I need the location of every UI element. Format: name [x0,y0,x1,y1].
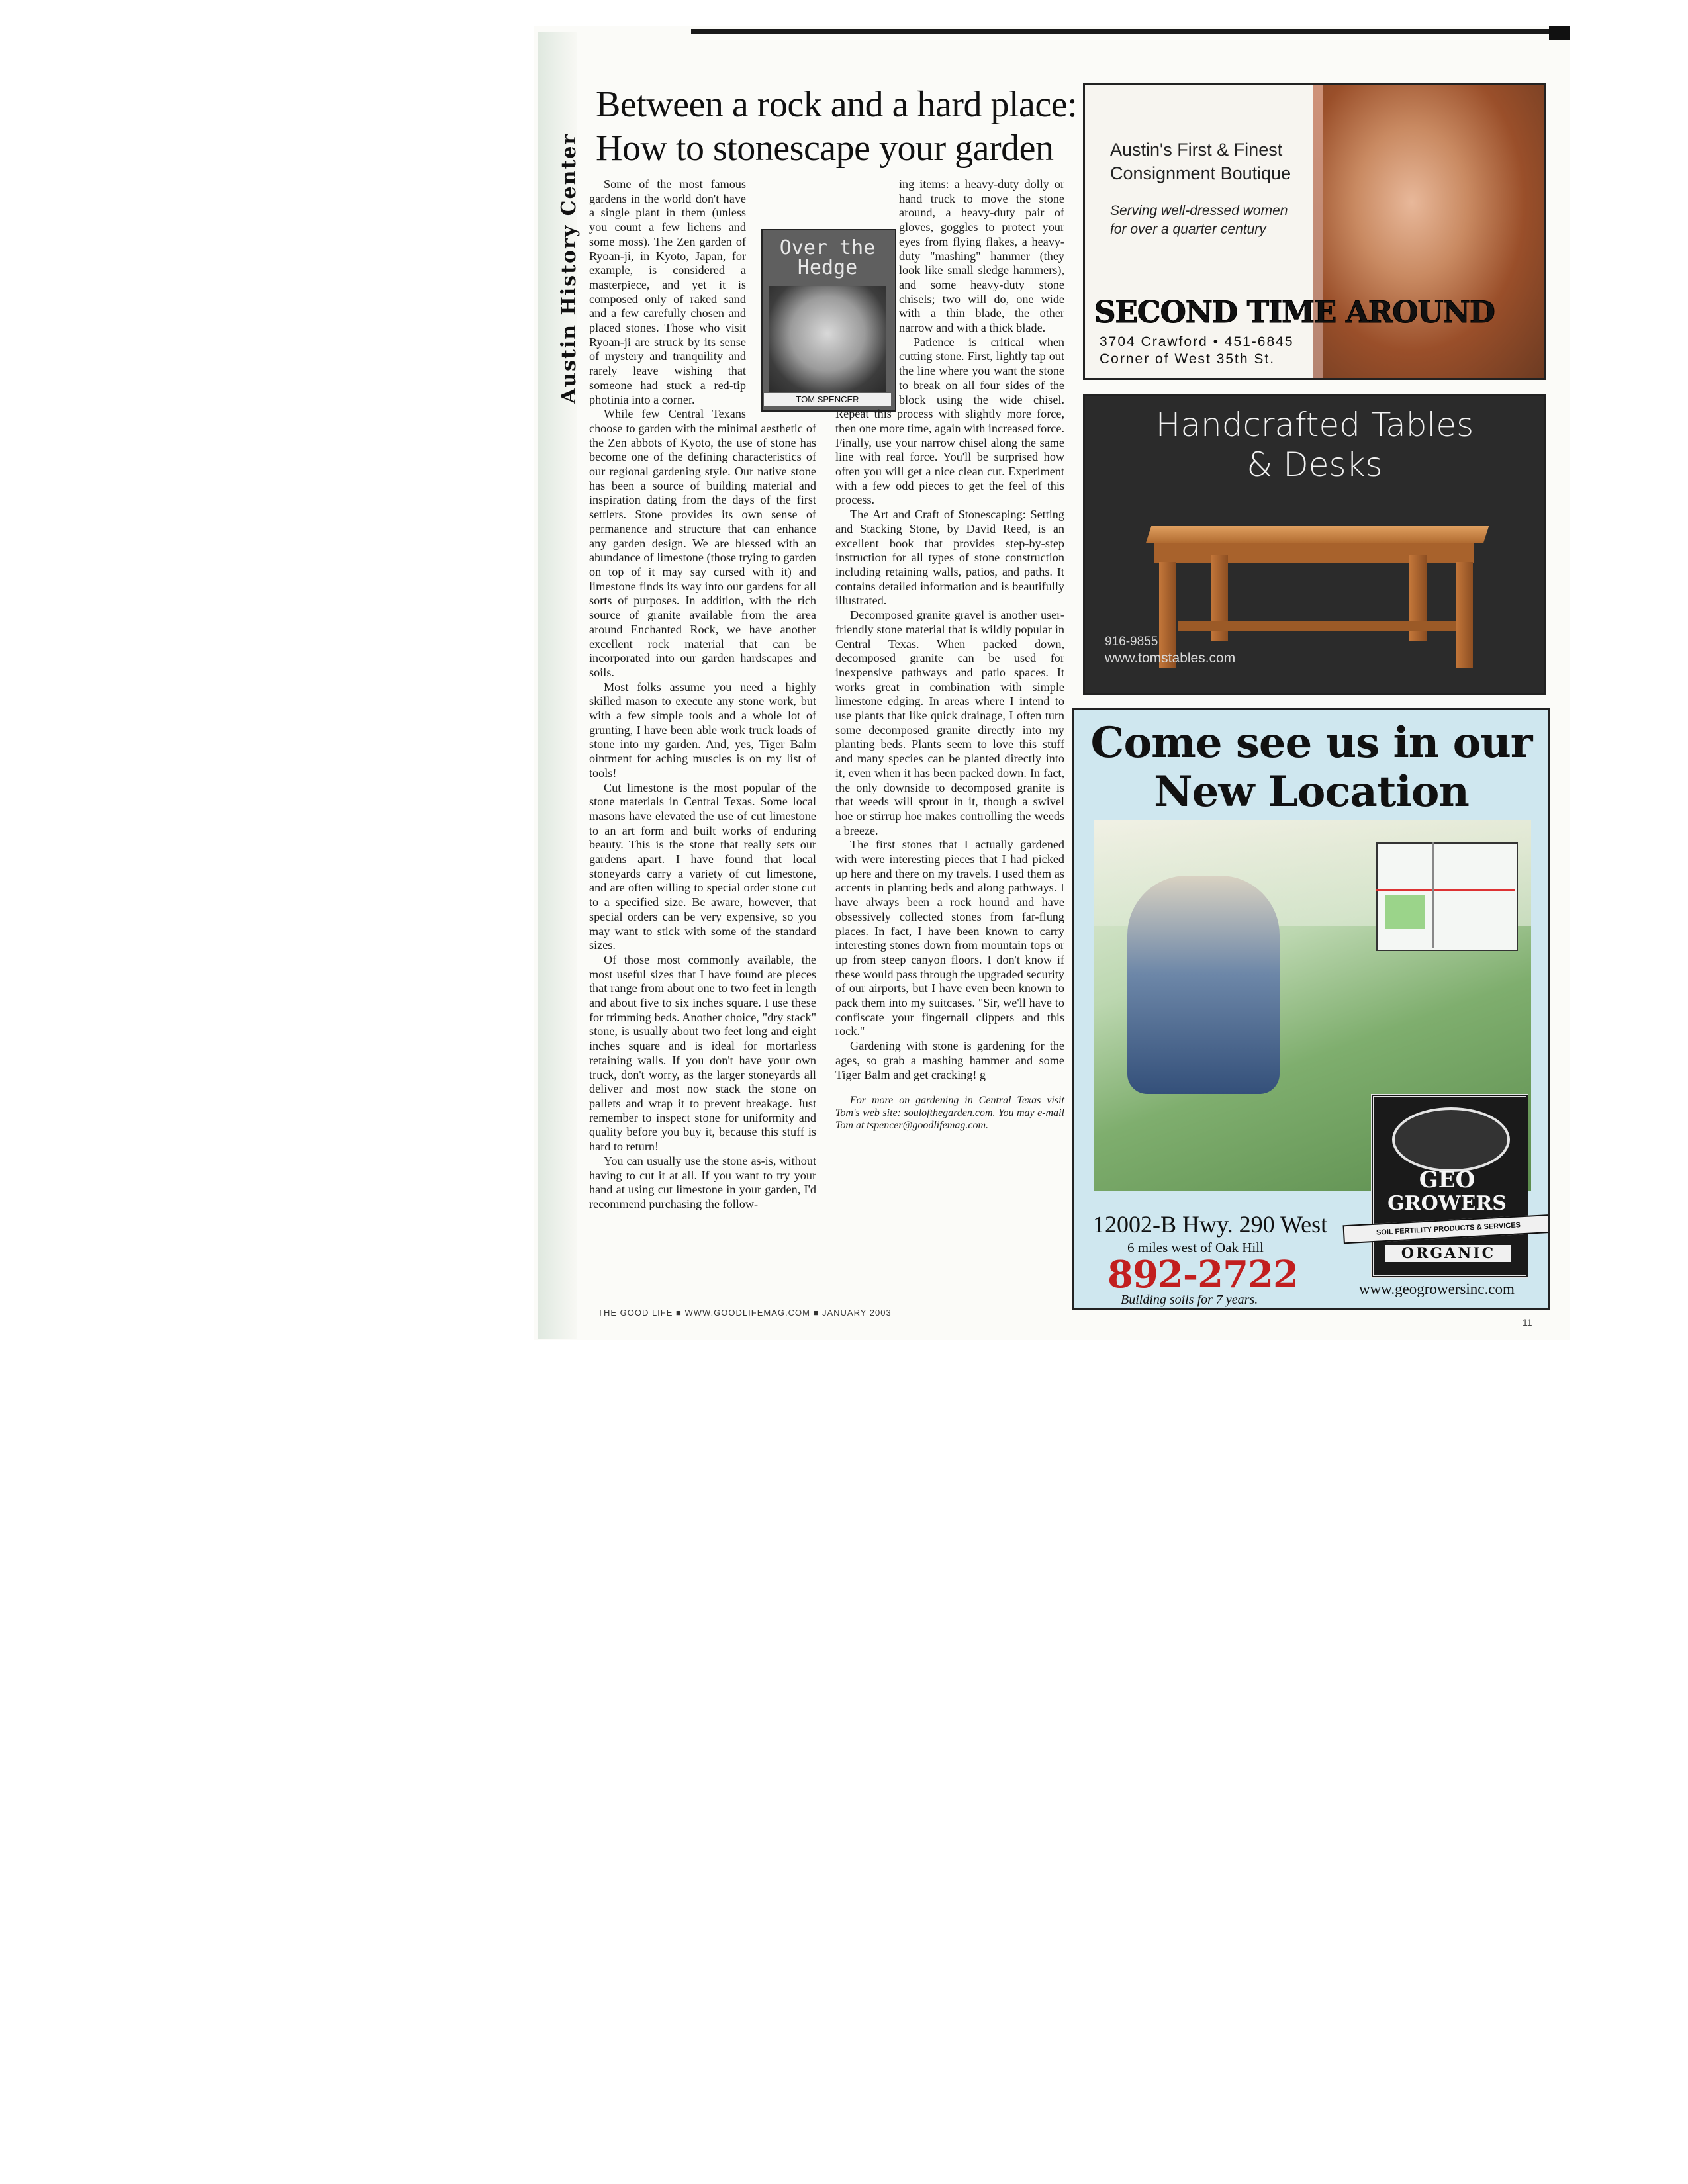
top-rule [691,29,1569,34]
store-url[interactable]: www.geogrowersinc.com [1359,1281,1515,1297]
closing-text: Gardening with stone is gardening for the ages, so grab a mashing hammer and some Tiger Balm and get cracking! [835,1039,1064,1081]
table-stretcher [1178,621,1456,631]
logo-geo: GEO [1419,1167,1476,1193]
headline-line-1: Between a rock and a hard place: [596,84,1078,125]
page-footer: THE GOOD LIFE ■ WWW.GOODLIFEMAG.COM ■ JANUARY 2003 [598,1308,892,1318]
store-corner: Corner of West 35th St. [1100,351,1276,367]
paragraph: Cut limestone is the most popular of the stone materials in Central Texas. Some local masons have elevated the use of cut limestone to an art form and built works of enduring beauty. This is the stone that really sets our gardens apart. I have found that local stoneyards carry a variety of cut limestone, and are often willing to special order stone cut to a specified size. Be aware, however, that special orders can be very expensive, so you may want to stick with some of the standard sizes. [589,780,816,952]
paragraph: Patience is critical when cutting stone. First, lightly tap out the line where you want the stone to break on all four sides of the block using the wide chisel. Repeat this process with slightly more force, then one more time, again with increased force. Finally, use your narrow chisel along the same line with real force. You'll be surprised how often you will get a nice clean cut. Experiment with a few odd pieces to get the feel of this process. [835,335,1064,507]
logo-band: SOIL FERTILITY PRODUCTS & SERVICES [1342,1214,1550,1244]
store-phone: 892-2722 [1107,1253,1298,1297]
store-logo: SECOND TIME AROUND [1094,295,1495,330]
end-mark: g [980,1068,986,1081]
ad-tagline-1: Austin's First & Finest [1110,140,1283,159]
table-leg [1456,562,1473,668]
ad-tagline-4: for over a quarter century [1110,222,1266,237]
top-rule-end [1549,26,1570,40]
photo-spacer [750,177,816,414]
ad-title-line-2: & Desks [1246,445,1383,484]
model-photo [1323,85,1544,378]
article-headline [596,83,1078,170]
page-number: 11 [1523,1317,1532,1328]
article-column-1 [589,177,816,1212]
map-park [1385,895,1425,929]
section-header: Austin History Center [557,132,581,404]
paragraph: Of those most commonly available, the most useful sizes that I have found are pieces that range from about one to two feet in length and about five to six inches square. I use these for trimming beds. Another choice, "dry stack" stone, is usually about two feet long and eight inches square and is ideal for mortarless retaining walls. If you don't have your own truck, don't worry, as the larger stoneyards all deliver and most now stack the stone on pallets and wrap it to prevent breakage. Just remember to inspect stone for uniformity and quality before you buy it, because this stuff is hard to return! [589,952,816,1154]
paragraph: While few Central Texans choose to garden with the minimal aesthetic of the Zen abbots of Kyoto, the use of stone has become one of the defining characteristics of our regional gardening style. Our native stone has been a source of building material and inspiration dating from the days of the first settlers. Stone provides its own sense of permanence and structure that can enhance any garden design. We are blessed with an abundance of limestone (those trying to garden on top of it may say cursed with it) and limestone finds its way into our gardens for all sorts of purposes. In addition, with the rich source of granite available from the area around Enchanted Rock, we have another excellent rock material that can be incorporated into our garden hardscapes and soils. [589,407,816,679]
paragraph: Most folks assume you need a highly skilled mason to execute any stone work, but with a few simple tools and a whole lot of grunting, I have been able work truck loads of stone into my garden. And, yes, Tiger Balm ointment for aching muscles is on my list of tools! [589,680,816,780]
ad-tagline-3: Serving well-dressed women [1110,203,1288,218]
ad-tagline-2: Consignment Boutique [1110,163,1291,183]
logo-organic: ORGANIC [1385,1245,1511,1262]
ad-headline-2: New Location [1154,767,1469,817]
column-label: Over the Hedge [779,236,876,279]
headline-line-2: How to stonescape your garden [596,128,1054,169]
paragraph: Decomposed granite gravel is another user-friendly stone material that is wildly popular in Central Texas. When packed down, decomposed granite can be used for inexpensive pathways and patio spaces. It works great in combination with simple limestone edging. In areas where I intend to use plants that like quick drainage, I often turn some decomposed granite directly into my planting beds. Plants seem to love this stuff and many species can be planted directly into it, even when it has been packed down. In fact, the only downside to decomposed granite is that weeds will sprout in it, though a swivel hoe or stirrup hoe makes controlling the weeds a breeze. [835,608,1064,837]
logo-emblem [1392,1107,1510,1172]
paragraph: The first stones that I actually gardened with were interesting pieces that I had picked up here and there on my travels. I used them as accents in planting beds and along pathways. I have always been a rock hound and have obsessively collected stones from far-flung places. In fact, I have been known to carry interesting stones down from mountain tops or up from steep canyon floors. I don't know if these would pass through the upgraded security of our airports, but I have even been known to pack them into my suitcases. "Sir, we'll have to confiscate your fingernail clippers and this rock." [835,838,1064,1038]
store-directions: 6 miles west of Oak Hill [1127,1240,1264,1255]
paragraph: ing items: a heavy-duty dolly or hand truck to move the stone around, a heavy-duty pair of gloves, goggles to protect your eyes from flying flakes, a heavy-duty "mashing" hammer (they look like small sledge hammers), and some heavy-duty stone chisels; two will do, one wide with a thin blade, the other narrow and with a thick blade. [899,177,1064,335]
store-address: 12002-B Hwy. 290 West [1093,1211,1328,1238]
logo-growers: GROWERS [1387,1192,1507,1215]
ad-phone: 916-9855 [1105,635,1158,649]
article-column-2 [835,177,1064,1132]
ad-second-time-around[interactable] [1083,83,1546,380]
ad-headline-1: Come see us in our [1090,718,1532,768]
map-road [1432,842,1434,948]
store-address: 3704 Crawford • 451-6845 [1100,334,1294,349]
paragraph [835,1039,1064,1082]
paragraph: You can usually use the stone as-is, without having to cut it at all. If you want to try your hand at using cut limestone in your garden, I'd recommend purchasing the follow- [589,1154,816,1210]
table-top [1146,526,1489,543]
author-tagline: For more on gardening in Central Texas visit Tom's web site: soulofthegarden.com. You may e-mail Tom at tspencer@goodlifemag.com. [835,1095,1064,1132]
ad-url[interactable]: www.tomstables.com [1105,651,1236,666]
photo-spacer [835,221,895,396]
store-years: Building soils for 7 years. [1121,1293,1258,1307]
illustration-figure [1127,876,1280,1094]
paragraph: The Art and Craft of Stonescaping: Setting and Stacking Stone, by David Reed, is an excellent book that provides step-by-step instruction for all types of stone construction including retaining walls, patios, and paths. It contains detailed information and is beautifully illustrated. [835,508,1064,608]
author-name: TOM SPENCER [764,393,891,406]
paragraph: Some of the most famous gardens in the world don't have a single plant in them (unless you count a few lichens and some moss). The Zen garden of Ryoan-ji, in Kyoto, Japan, for example, is considered a masterpiece, and yet it is composed only of raked sand and a few carefully chosen and placed stones. Those who visit Ryoan-ji are struck by its sense of mystery and tranquility and rarely leave wishing that someone had stuck a red-tip photinia into a corner. [589,177,746,406]
map-road [1376,889,1515,891]
ad-handcrafted-tables[interactable] [1083,394,1546,695]
ad-title-line-1: Handcrafted Tables [1155,406,1474,444]
ad-geo-growers[interactable] [1072,708,1550,1310]
